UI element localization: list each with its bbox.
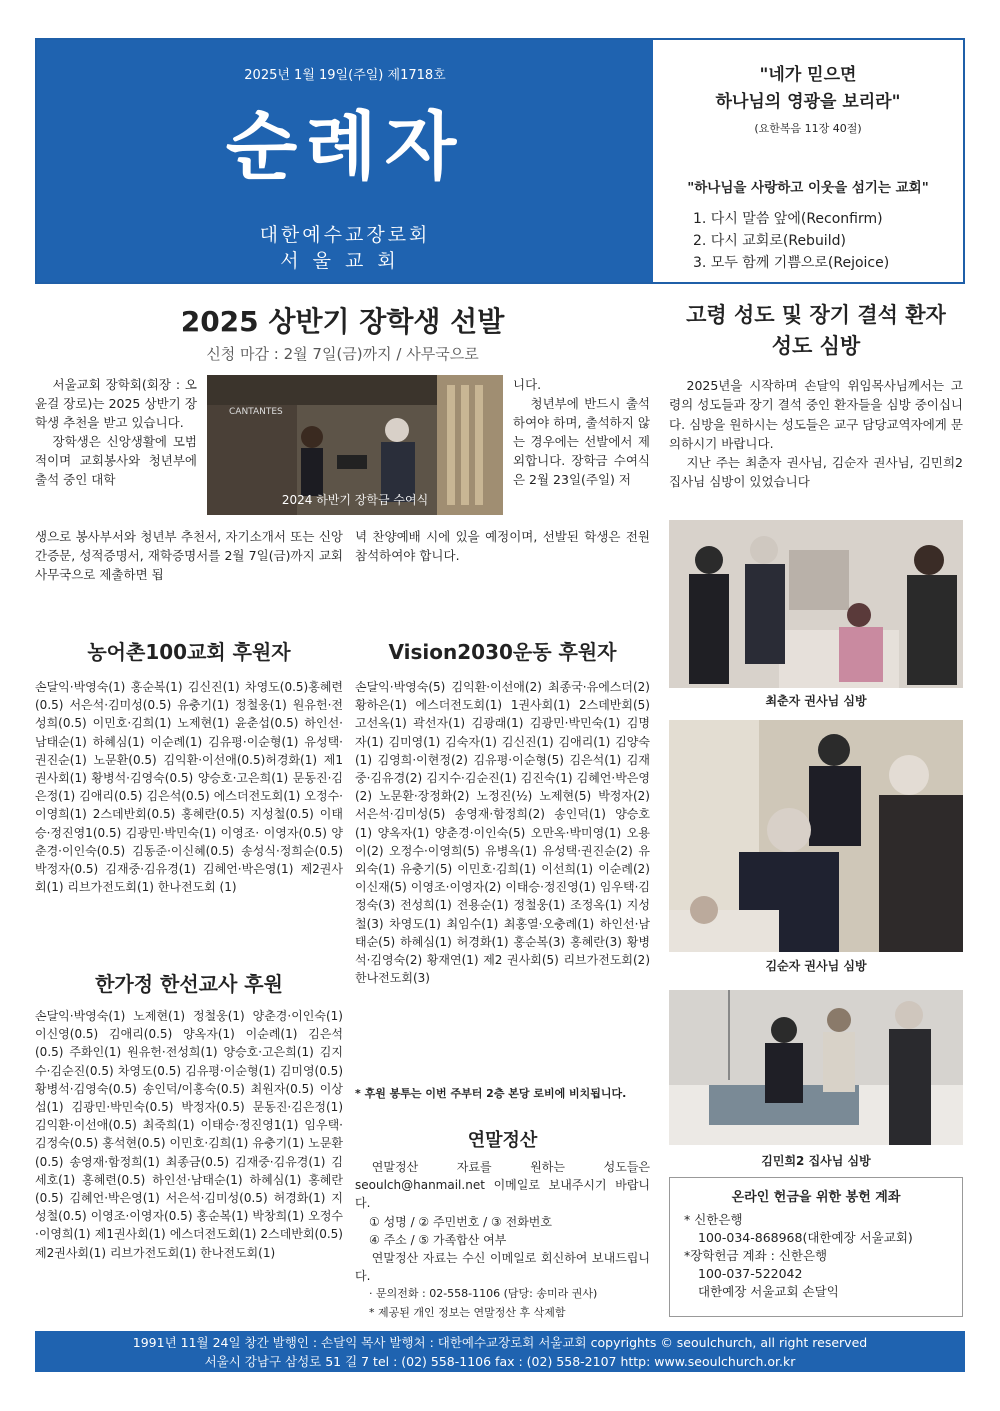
visit-photo-1-illustration bbox=[669, 520, 963, 688]
scholarship-text-bottom-right: 녁 찬양예배 시에 있을 예정이며, 선발된 학생은 전원 참석하여야 합니다. bbox=[355, 529, 650, 563]
scholarship-ceremony-photo bbox=[207, 375, 503, 515]
goal-item: 3. 모두 함께 기쁨으로(Rejoice) bbox=[693, 255, 890, 271]
goal-item: 1. 다시 말씀 앞에(Reconfirm) bbox=[693, 211, 883, 227]
footer bbox=[35, 1331, 965, 1372]
newsletter-logo: 순례자 bbox=[225, 104, 465, 190]
masthead bbox=[35, 38, 965, 284]
account-line: 100-034-868968(대한예장 서울교회) bbox=[698, 1230, 913, 1245]
visit-photo-2 bbox=[669, 720, 963, 952]
envelope-note: * 후원 봉투는 이번 주부터 2층 본당 로비에 비치됩니다. bbox=[355, 1087, 627, 1100]
scholarship-subtitle: 신청 마감 : 2월 7일(금)까지 / 사무국으로 bbox=[206, 345, 479, 363]
goals-list bbox=[693, 208, 889, 274]
yearend-title: 연말정산 bbox=[467, 1130, 538, 1151]
account-line: 100-037-522042 bbox=[698, 1266, 803, 1281]
vision2030-supporters: 손달익·박영숙(5) 김익환·이선애(2) 최종국·유에스더(2) 황하은(1) 에스더전도회(1) 1권사회(1) 2스데반회(5) 고선옥(1) 곽선자(1) 김광래(1) 김광민·박민숙(1) 김명자(1) 김미영(1) 김숙자(1) 김신진(1) 김애리(1) 김양숙(1) 김영희·이현정(2) 김유평·이순형(5) 김은석(1) 김재중·김유경(2) 김지수·김순진(1) 김진숙(1) 김혜언·박은영(2) 노문환·장정화(2) 노정진(½) 노제현(5) 박정자(2) 서은석·김미성(5) 송영재·함정희(2) 송인덕(1) 양승호(1) 양옥자(1) 양춘경·이인숙(5) 오만옥·박미영(1) 오용이(2) 오정수·이영희(5) 유병옥(1) 유성택·권진순(2) 유외숙(1) 유충기(5) 이민호·김희(1) 이선희(1) 이순례(2) 이신재(5) 이영조·이영자(2) 이태승·정진영(1) 임우택·김정숙(3) 전성희(1) 전용순(1) 정철웅(1) 조정옥(1) 지성철(3) 차영도(1) 최임수(1) 최홍열·오충례(1) 하인선·남태순(5) 하혜심(1) 허경화(1) 홍순복(3) 홍혜란(3) 황병석·김영숙(2) 황재연(1) 제2 권사회(5) 리브가전도회(2) 한나전도회(3) bbox=[355, 680, 650, 986]
masthead-brand-panel bbox=[37, 40, 653, 282]
offering-account-title: 온라인 헌금을 위한 봉헌 계좌 bbox=[731, 1190, 901, 1205]
yearend-contact: · 문의전화 : 02-558-1106 (담당: 송미라 권사) bbox=[369, 1287, 598, 1301]
missionary-supporters: 손달익·박영숙(1) 노제현(1) 정철웅(1) 양춘경·이인숙(1) 이신영(0.5) 김애리(0.5) 양옥자(1) 이순례(1) 김은석(0.5) 주화인(1) 원유헌·전성희(1) 양승호·고은희(1) 김지수·김순진(0.5) 차영도(0.5) 김유평·이순형(1) 김미영(0.5) 황병석·김영숙(0.5) 송인덕/이홍숙(0.5) 최원자(0.5) 이상섭(1) 김광민·박민숙(0.5) 박정자(0.5) 문동진·김은정(1) 김익환·이선애(0.5) 최죽희(1) 이태승·정진영1(1) 임우택·김정숙(0.5) 홍석현(0.5) 이민호·김희(1) 유충기(1) 노문환(0.5) 송영재·함정희(1) 최종금(0.5) 김재중·김유경(1) 김세호(1) 홍혜련(0.5) 하인선·남태순(1) 하혜심(1) 홍혜란(0.5) 김혜언·박은영(1) 서은석·김미성(0.5) 허경화(1) 지성철(0.5) 이영조·이영자(0.5) 홍순복(1) 박창희(1) 오정수·이영희(1) 제1권사회(1) 에스더전도회(1) 2스데반회(0.5) 제2권사회(1) 리브가전도회(1) 한나전도회(1) bbox=[35, 1009, 343, 1260]
account-line: *장학헌금 계좌 : 신한은행 bbox=[684, 1248, 828, 1263]
yearend-paragraph: 연말정산 자료를 원하는 성도들은 seoulch@hanmail.net 이메일로 보내주시기 바랍니다. bbox=[355, 1160, 650, 1211]
scholarship-text-left bbox=[35, 375, 197, 489]
yearend-body bbox=[355, 1158, 650, 1322]
visit-photo-3-illustration bbox=[669, 990, 963, 1145]
visit-caption-1: 최춘자 권사님 심방 bbox=[765, 694, 867, 708]
theme-verse bbox=[653, 62, 963, 116]
scholarship-text-right bbox=[513, 375, 650, 489]
scholarship-paragraph: 장학생은 신앙생활에 모범적이며 교회봉사와 청년부에 출석 중인 대학 bbox=[35, 434, 197, 487]
visit-photo-3 bbox=[669, 990, 963, 1145]
account-line: 대한예장 서울교회 손달익 bbox=[698, 1284, 839, 1299]
yearend-privacy-note: * 제공된 개인 정보는 연말정산 후 삭제함 bbox=[369, 1305, 566, 1319]
rural-church-supporters: 손달익·박영숙(1) 홍순복(1) 김신진(1) 차영도(0.5)홍혜련(0.5) 서은석·김미성(0.5) 유충기(1) 정철웅(1) 원유헌·전성희(0.5) 이민호·김희(1) 노제현(1) 윤춘섭(0.5) 하인선·남태순(1) 하혜심(1) 이순례(1) 김유평·이순형(1) 유성택· 권진순(1) 노문환(0.5) 김익환·이선애(0.5)허경화(1) 제1권사회(1) 황병석·김영숙(0.5) 양승호·고은희(1) 문동진·김은정(1) 김애리(0.5) 김은석(0.5) 에스더전도회(1) 오정수· 이영희(1) 2스데반회(0.5) 홍혜란(0.5) 지성철(0.5) 이태승·정진영1(0.5) 김광민·박민숙(1) 이영조· 이영자(0.5) 양춘경·이인숙(0.5) 김동준·이신혜(0.5) 송성식·정희순(0.5) 박정자(0.5) 김재중·김유경(1) 김혜언·박은영(1) 제2권사회(1) 리브가전도회(1) 한나전도회 (1) bbox=[35, 680, 343, 895]
visit-photo-1 bbox=[669, 520, 963, 688]
denomination-name: 대한예수교장로회 bbox=[259, 224, 431, 246]
visit-caption-2: 김순자 권사님 심방 bbox=[765, 959, 867, 973]
yearend-item: ④ 주소 / ⑤ 가족합산 여부 bbox=[369, 1232, 507, 1247]
scholarship-text-bottom-left: 생으로 봉사부서와 청년부 추천서, 자기소개서 또는 신앙 간증문, 성적증명서, 재학증명서를 2월 7일(금)까지 교회 사무국으로 제출하면 됩 bbox=[35, 529, 343, 582]
goal-item: 2. 다시 교회로(Rebuild) bbox=[693, 233, 846, 249]
scholarship-paragraph: 청년부에 반드시 출석하여야 하며, 출석하지 않는 경우에는 선발에서 제외합니다. 장학금 수여식은 2월 23일(주일) 저 bbox=[513, 396, 650, 487]
visit-photo-2-illustration bbox=[669, 720, 963, 952]
church-motto: "하나님을 사랑하고 이웃을 섬기는 교회" bbox=[687, 180, 929, 196]
visit-caption-3: 김민희2 집사님 심방 bbox=[761, 1154, 871, 1168]
yearend-item: ① 성명 / ② 주민번호 / ③ 전화번호 bbox=[369, 1214, 552, 1229]
verse-reference: (요한복음 11장 40절) bbox=[754, 122, 862, 135]
visitation-title-line1: 고령 성도 및 장기 결석 환자 bbox=[686, 303, 946, 327]
theme-verse-line2: 하나님의 영광을 보리라" bbox=[715, 92, 901, 112]
rural-church-title: 농어촌100교회 후원자 bbox=[87, 640, 291, 664]
theme-verse-line1: "네가 믿으면 bbox=[759, 65, 857, 85]
visitation-paragraph: 지난 주는 최춘자 권사님, 김순자 권사님, 김민희2 집사님 심방이 있었습니다 bbox=[669, 455, 963, 490]
visitation-paragraph: 2025년을 시작하며 손달익 위임목사님께서는 고령의 성도들과 장기 결석 중인 환자들을 심방 중이십니다. 심방을 원하시는 성도들은 교구 담당교역자에게 문의하시기 바랍니다. bbox=[669, 378, 963, 451]
church-name: 서울교회 bbox=[280, 250, 410, 272]
scholarship-title: 2025 상반기 장학생 선발 bbox=[180, 305, 505, 338]
visitation-title-line2: 성도 심방 bbox=[771, 334, 861, 358]
visitation-body bbox=[669, 376, 963, 492]
scholarship-paragraph: 서울교회 장학회(회장 : 오윤걸 장로)는 2025 상반기 장학생 추천을 받고 있습니다. bbox=[35, 377, 197, 430]
yearend-paragraph: 연말정산 자료는 수신 이메일로 회신하여 보내드립니다. bbox=[355, 1251, 650, 1284]
footer-contact-info: 서울시 강남구 삼성로 51 길 7 tel : (02) 558-1106 fax : (02) 558-2107 http: www.seoulchurch.or.kr bbox=[204, 1354, 796, 1369]
photo-caption: 2024 하반기 장학금 수여식 bbox=[281, 493, 429, 507]
photo-sign-text: CANTANTES bbox=[229, 407, 283, 417]
scholarship-paragraph: 니다. bbox=[513, 377, 542, 392]
footer-publication-info: 1991년 11월 24일 창간 발행인 : 손달익 목사 발행처 : 대한예수교장로회 서울교회 copyrights © seoulchurch, all right reserved bbox=[132, 1335, 868, 1350]
visitation-title bbox=[669, 300, 963, 362]
issue-date: 2025년 1월 19일(주일) 제1718호 bbox=[244, 68, 446, 83]
offering-account-box bbox=[669, 1177, 963, 1317]
missionary-title: 한가정 한선교사 후원 bbox=[95, 972, 283, 996]
masthead-verse-panel bbox=[653, 40, 963, 282]
vision2030-title: Vision2030운동 후원자 bbox=[388, 640, 617, 664]
account-line: * 신한은행 bbox=[684, 1212, 743, 1227]
